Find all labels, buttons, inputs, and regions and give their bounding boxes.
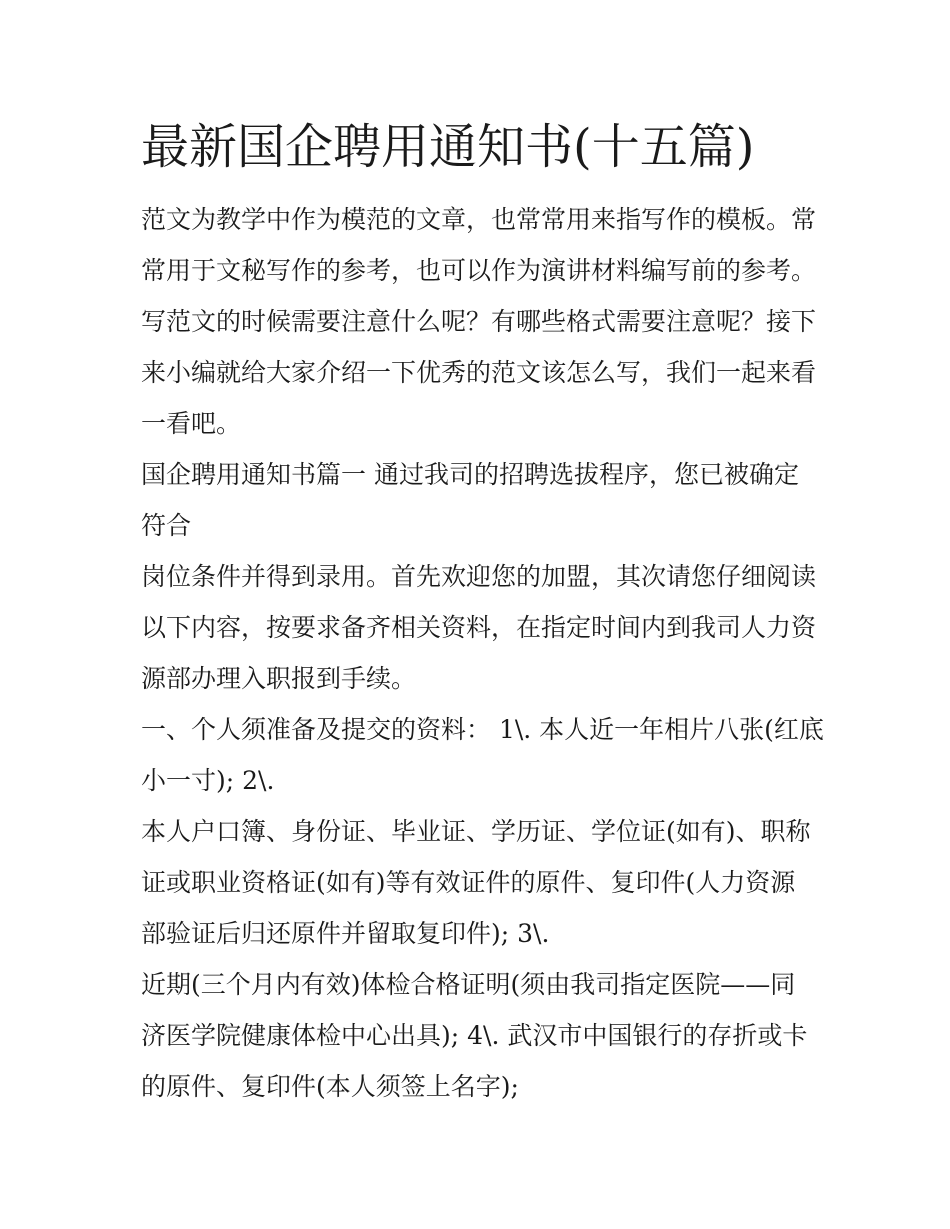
text-line-7: 符合 bbox=[141, 511, 192, 540]
text-line-12: 小一寸); 2\. bbox=[141, 766, 275, 795]
text-line-3: 写范文的时候需要注意什么呢？有哪些格式需要注意呢？接下 bbox=[141, 307, 817, 336]
text-line-18: 的原件、复印件(本人须签上名字); bbox=[141, 1072, 519, 1101]
text-line-1: 范文为教学中作为模范的文章，也常常用来指写作的模板。常 bbox=[141, 205, 817, 234]
text-line-17: 济医学院健康体检中心出具); 4\. 武汉市中国银行的存折或卡 bbox=[141, 1021, 808, 1050]
text-line-2: 常用于文秘写作的参考，也可以作为演讲材料编写前的参考。 bbox=[141, 256, 817, 285]
text-line-10: 源部办理入职报到手续。 bbox=[141, 664, 417, 693]
document-body bbox=[141, 112, 824, 1112]
text-line-4: 来小编就给大家介绍一下优秀的范文该怎么写，我们一起来看 bbox=[141, 358, 817, 387]
text-line-6: 国企聘用通知书篇一 通过我司的招聘选拔程序，您已被确定 bbox=[141, 460, 799, 489]
text-line-9: 以下内容，按要求备齐相关资料，在指定时间内到我司人力资 bbox=[141, 613, 817, 642]
text-line-11: 一、个人须准备及提交的资料： 1\. 本人近一年相片八张(红底 bbox=[141, 715, 824, 744]
document-title: 最新国企聘用通知书(十五篇) bbox=[141, 119, 755, 175]
text-line-15: 部验证后归还原件并留取复印件); 3\. bbox=[141, 919, 550, 948]
text-line-13: 本人户口簿、身份证、毕业证、学历证、学位证(如有)、职称 bbox=[141, 817, 811, 846]
text-line-8: 岗位条件并得到录用。首先欢迎您的加盟，其次请您仔细阅读 bbox=[141, 562, 817, 591]
text-line-16: 近期(三个月内有效)体检合格证明(须由我司指定医院——同 bbox=[141, 970, 796, 999]
text-line-5: 一看吧。 bbox=[141, 409, 242, 438]
text-line-14: 证或职业资格证(如有)等有效证件的原件、复印件(人力资源 bbox=[141, 868, 796, 897]
